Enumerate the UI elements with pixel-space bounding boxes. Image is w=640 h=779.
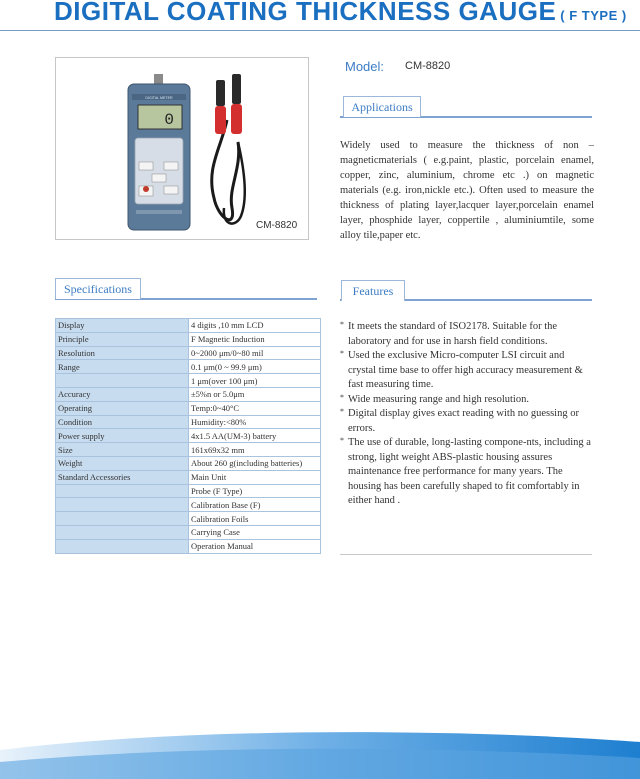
spec-value: 161x69x32 mm [189, 443, 321, 457]
spec-label: Operating [56, 401, 189, 415]
applications-heading: Applications [343, 96, 421, 117]
spec-value: 4x1.5 AA(UM-3) battery [189, 429, 321, 443]
spec-value: Calibration Foils [189, 512, 321, 526]
spec-row [56, 484, 321, 498]
spec-value: About 260 g(including batteries) [189, 456, 321, 470]
spec-value: 0~2000 μm/0~80 mil [189, 346, 321, 360]
spec-label: Standard Accessories [56, 470, 189, 484]
spec-value: Main Unit [189, 470, 321, 484]
spec-label: Power supply [56, 429, 189, 443]
spec-row [56, 456, 321, 470]
spec-value: 1 μm(over 100 μm) [189, 374, 321, 388]
spec-label [56, 498, 189, 512]
meter-screen-label: DIGITAL METER [145, 96, 173, 100]
title-text: DIGITAL COATING THICKNESS GAUGE [54, 0, 557, 26]
spec-row [56, 470, 321, 484]
bullet-icon: * [340, 320, 344, 329]
header-bar [0, 0, 640, 31]
lcd-readout: 0 [164, 111, 174, 129]
spec-value: 0.1 μm(0 ~ 99.9 μm) [189, 360, 321, 374]
spec-row [56, 346, 321, 360]
spec-value: Operation Manual [189, 539, 321, 553]
feature-text: The use of durable, long-lasting compone-nts, including a strong, light weight ABS-plastic housing assures maintenance free performance for many years. The housing has been carefully shaped to fit comfortably in either hand . [348, 437, 591, 506]
specifications-table [55, 318, 321, 554]
spec-label: Range [56, 360, 189, 374]
spec-row [56, 512, 321, 526]
spec-value: 4 digits ,10 mm LCD [189, 319, 321, 333]
spec-row [56, 319, 321, 333]
spec-value: Probe (F Type) [189, 484, 321, 498]
feature-item [340, 393, 592, 408]
spec-row [56, 525, 321, 539]
feature-item [340, 320, 592, 349]
feature-item [340, 436, 592, 509]
spec-row [56, 415, 321, 429]
product-image [55, 57, 309, 240]
spec-label [56, 374, 189, 388]
spec-label [56, 539, 189, 553]
image-model-caption: CM-8820 [256, 220, 298, 231]
spec-label: Condition [56, 415, 189, 429]
spec-label: Resolution [56, 346, 189, 360]
spec-label: Accuracy [56, 387, 189, 401]
spec-value: Humidity:<80% [189, 415, 321, 429]
spec-row [56, 387, 321, 401]
spec-label: Size [56, 443, 189, 457]
specifications-heading: Specifications [55, 278, 141, 299]
spec-label [56, 512, 189, 526]
gauge-illustration [56, 58, 308, 239]
spec-row [56, 360, 321, 374]
bullet-icon: * [340, 436, 344, 445]
features-list [340, 320, 592, 509]
spec-row [56, 498, 321, 512]
feature-text: Wide measuring range and high resolution. [348, 393, 529, 405]
feature-text: Used the exclusive Micro-computer LSI circuit and crystal time base to offer high accuracy measurement & fast measuring time. [348, 350, 583, 390]
spec-label: Principle [56, 332, 189, 346]
feature-item [340, 407, 592, 436]
spec-row [56, 539, 321, 553]
feature-item [340, 349, 592, 393]
spec-label: Display [56, 319, 189, 333]
features-heading: Features [341, 280, 405, 301]
spec-label: Weight [56, 456, 189, 470]
spec-value: Temp:0~40°C [189, 401, 321, 415]
spec-value: F Magnetic Induction [189, 332, 321, 346]
feature-text: Digital display gives exact reading with no guessing or errors. [348, 408, 579, 434]
spec-row [56, 429, 321, 443]
page-title [54, 0, 627, 27]
model-value: CM-8820 [405, 60, 451, 72]
spec-label [56, 484, 189, 498]
model-label: Model: [345, 59, 385, 74]
spec-row [56, 332, 321, 346]
spec-value: Calibration Base (F) [189, 498, 321, 512]
spec-row [56, 443, 321, 457]
feature-text: It meets the standard of ISO2178. Suitable for the laboratory and for use in harsh field conditions. [348, 321, 558, 347]
spec-value: ±5%n or 5.0μm [189, 387, 321, 401]
spec-label [56, 525, 189, 539]
features-divider [340, 554, 592, 555]
bullet-icon: * [340, 392, 344, 402]
applications-text: Widely used to measure the thickness of non – magneticmaterials ( e.g.paint, plastic, porcelain enamel, copper, zinc, aluminium, chrome etc .) on magnetic materials (e.g. iron,nickle etc.). Often used to measure the thickness of plating layer,lacquer layer,porcelain enamel layer, phosphide layer, coppertile , aluminiumtile, some alloy tile,paper etc. [340, 140, 594, 241]
spec-row [56, 401, 321, 415]
bullet-icon: * [340, 349, 344, 358]
footer-wave [0, 720, 640, 779]
spec-value: Carrying Case [189, 525, 321, 539]
bullet-icon: * [340, 407, 344, 416]
title-subtitle: ( F TYPE ) [560, 8, 627, 23]
spec-row [56, 374, 321, 388]
